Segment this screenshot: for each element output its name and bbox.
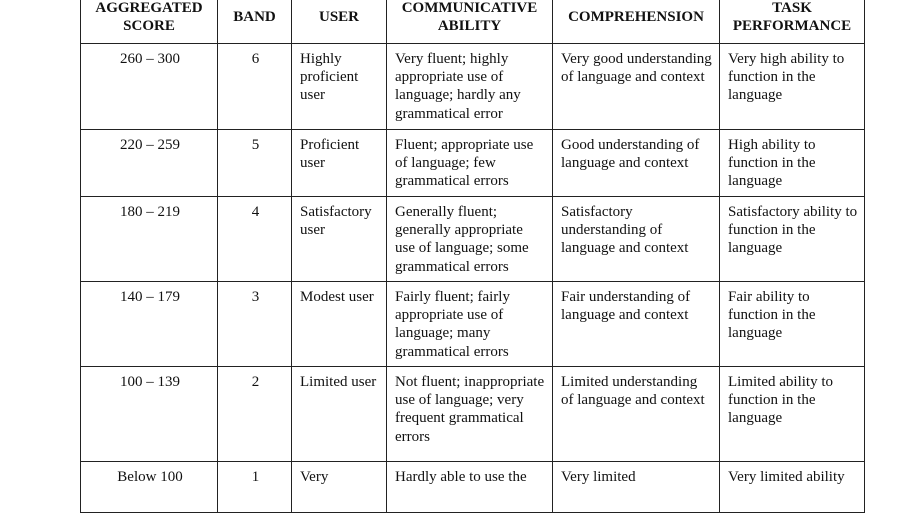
cell-comprehension: Good understanding of language and context	[553, 130, 720, 197]
cell-communicative: Very fluent; highly appropriate use of language; hardly any grammatical error	[387, 44, 553, 130]
table-row	[81, 44, 865, 130]
cell-task: Satisfactory ability to function in the language	[720, 197, 865, 282]
cell-band: 6	[218, 44, 292, 130]
cell-band: 2	[218, 367, 292, 462]
cell-task: Very limited ability	[720, 462, 865, 513]
cell-band: 3	[218, 282, 292, 367]
cell-band: 4	[218, 197, 292, 282]
table-row	[81, 197, 865, 282]
header-aggregated-score: AGGREGATED SCORE	[81, 0, 218, 44]
cell-communicative: Hardly able to use the	[387, 462, 553, 513]
cell-user: Limited user	[292, 367, 387, 462]
cell-task: Very high ability to function in the language	[720, 44, 865, 130]
table-row	[81, 282, 865, 367]
cell-user: Highly proficient user	[292, 44, 387, 130]
cell-communicative: Fairly fluent; fairly appropriate use of language; many grammatical errors	[387, 282, 553, 367]
cell-user: Proficient user	[292, 130, 387, 197]
document-page	[80, 0, 865, 513]
header-user: USER	[292, 0, 387, 44]
cell-comprehension: Satisfactory understanding of language and context	[553, 197, 720, 282]
cell-score: Below 100	[81, 462, 218, 513]
table-row	[81, 462, 865, 513]
table-row	[81, 130, 865, 197]
cell-comprehension: Very limited	[553, 462, 720, 513]
cell-communicative: Fluent; appropriate use of language; few grammatical errors	[387, 130, 553, 197]
header-task-performance: TASK PERFORMANCE	[720, 0, 865, 44]
cell-user: Satisfactory user	[292, 197, 387, 282]
cell-task: Fair ability to function in the language	[720, 282, 865, 367]
cell-score: 260 – 300	[81, 44, 218, 130]
cell-task: High ability to function in the language	[720, 130, 865, 197]
cell-score: 220 – 259	[81, 130, 218, 197]
band-descriptor-table	[80, 0, 865, 513]
cell-communicative: Generally fluent; generally appropriate use of language; some grammatical errors	[387, 197, 553, 282]
cell-band: 5	[218, 130, 292, 197]
cell-band: 1	[218, 462, 292, 513]
header-comprehension: COMPREHENSION	[553, 0, 720, 44]
cell-user: Very	[292, 462, 387, 513]
table-row	[81, 367, 865, 462]
cell-communicative: Not fluent; inappropriate use of language; very frequent grammatical errors	[387, 367, 553, 462]
cell-comprehension: Limited understanding of language and context	[553, 367, 720, 462]
cell-user: Modest user	[292, 282, 387, 367]
cell-score: 100 – 139	[81, 367, 218, 462]
cell-comprehension: Fair understanding of language and context	[553, 282, 720, 367]
cell-score: 180 – 219	[81, 197, 218, 282]
cell-task: Limited ability to function in the language	[720, 367, 865, 462]
cell-score: 140 – 179	[81, 282, 218, 367]
header-row	[81, 0, 865, 44]
cell-comprehension: Very good understanding of language and context	[553, 44, 720, 130]
header-communicative-ability: COMMUNICATIVE ABILITY	[387, 0, 553, 44]
header-band: BAND	[218, 0, 292, 44]
